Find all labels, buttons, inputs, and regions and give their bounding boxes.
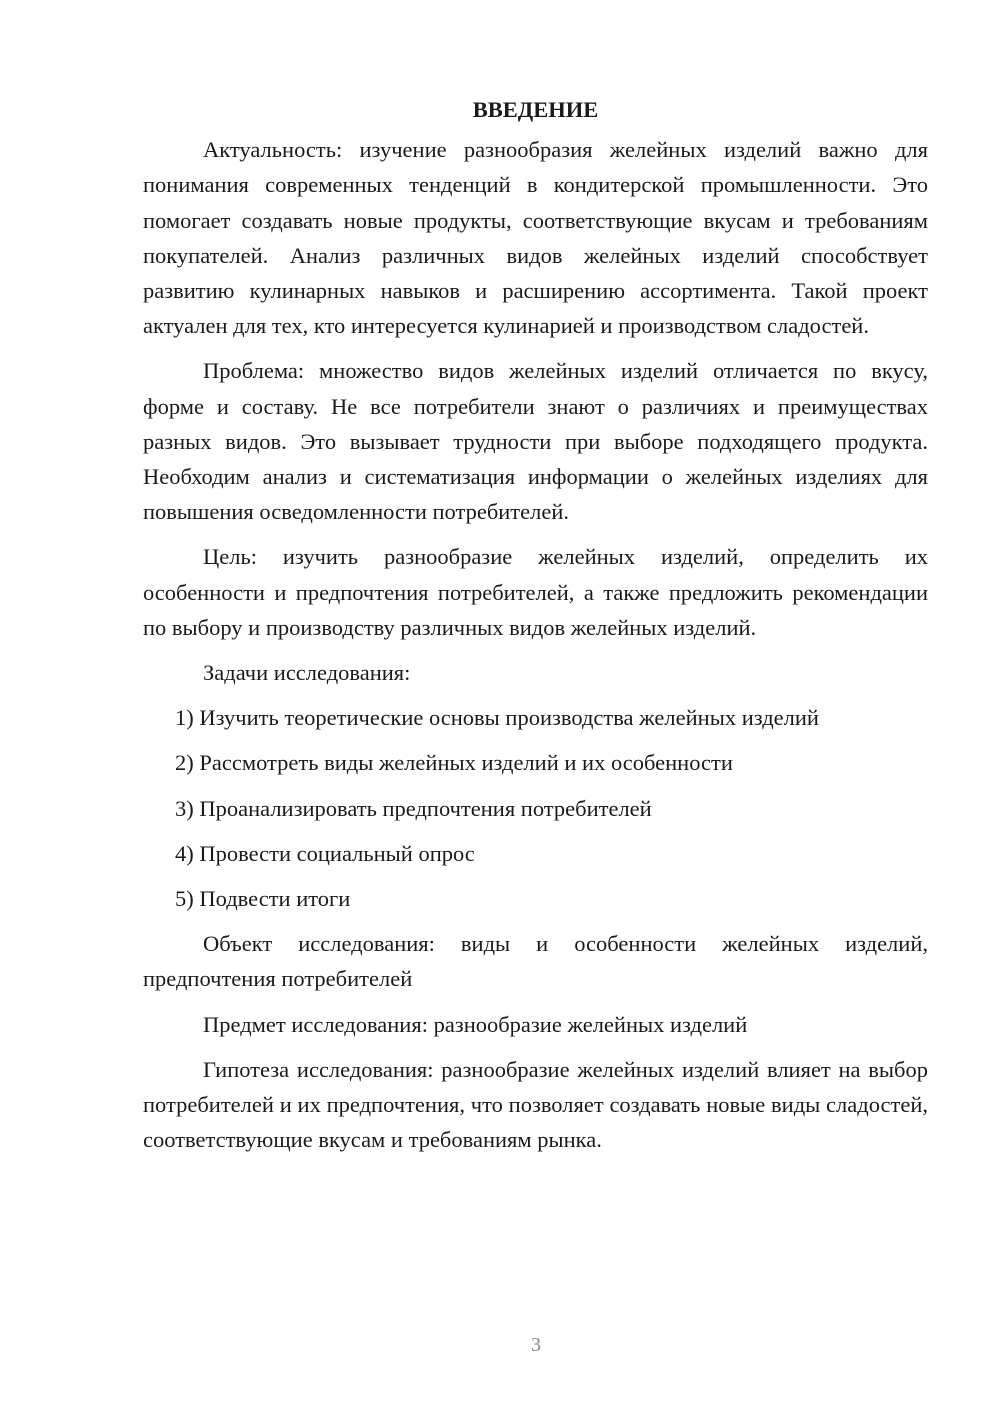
list-item: 1) Изучить теоретические основы производства желейных изделий <box>175 705 819 731</box>
list-item: 4) Провести социальный опрос <box>175 840 475 866</box>
tasks-heading: Задачи исследования: <box>203 660 411 686</box>
relevance-paragraph: Актуальность: изучение разнообразия желейных изделий важно для понимания современных тенденций в кондитерской промышленности. Это помогает создавать новые продукты, соответствующие вкусам и требованиям покупателей. Анализ различных видов желейных изделий способствует развитию кулинарных навыков и расширению ассортимента. Такой проект актуален для тех, кто интересуется кулинарией и производством сладостей. <box>143 137 928 339</box>
list-item: 3) Проанализировать предпочтения потребителей <box>175 795 652 821</box>
page-content <box>143 92 928 1167</box>
list-item: 2) Рассмотреть виды желейных изделий и их особенности <box>175 750 733 776</box>
tasks-list <box>143 700 928 916</box>
hypothesis-paragraph: Гипотеза исследования: разнообразие желейных изделий влияет на выбор потребителей и их предпочтения, что позволяет создавать новые виды сладостей, соответствующие вкусам и требованиям рынка. <box>143 1056 928 1153</box>
list-item: 5) Подвести итоги <box>175 886 351 912</box>
object-paragraph: Объект исследования: виды и особенности желейных изделий, предпочтения потребителей <box>143 931 928 992</box>
goal-paragraph: Цель: изучить разнообразие желейных изделий, определить их особенности и предпочтения потребителей, а также предложить рекомендации по выбору и производству различных видов желейных изделий. <box>143 544 928 640</box>
subject-paragraph: Предмет исследования: разнообразие желейных изделий <box>203 1011 748 1037</box>
section-title: ВВЕДЕНИЕ <box>472 97 599 122</box>
page-number: 3 <box>531 1334 541 1356</box>
problem-paragraph: Проблема: множество видов желейных изделий отличается по вкусу, форме и составу. Не все потребители знают о различиях и преимуществах разных видов. Это вызывает трудности при выборе подходящего продукта. Необходим анализ и систематизация информации о желейных изделиях для повышения осведомленности потребителей. <box>143 358 928 525</box>
